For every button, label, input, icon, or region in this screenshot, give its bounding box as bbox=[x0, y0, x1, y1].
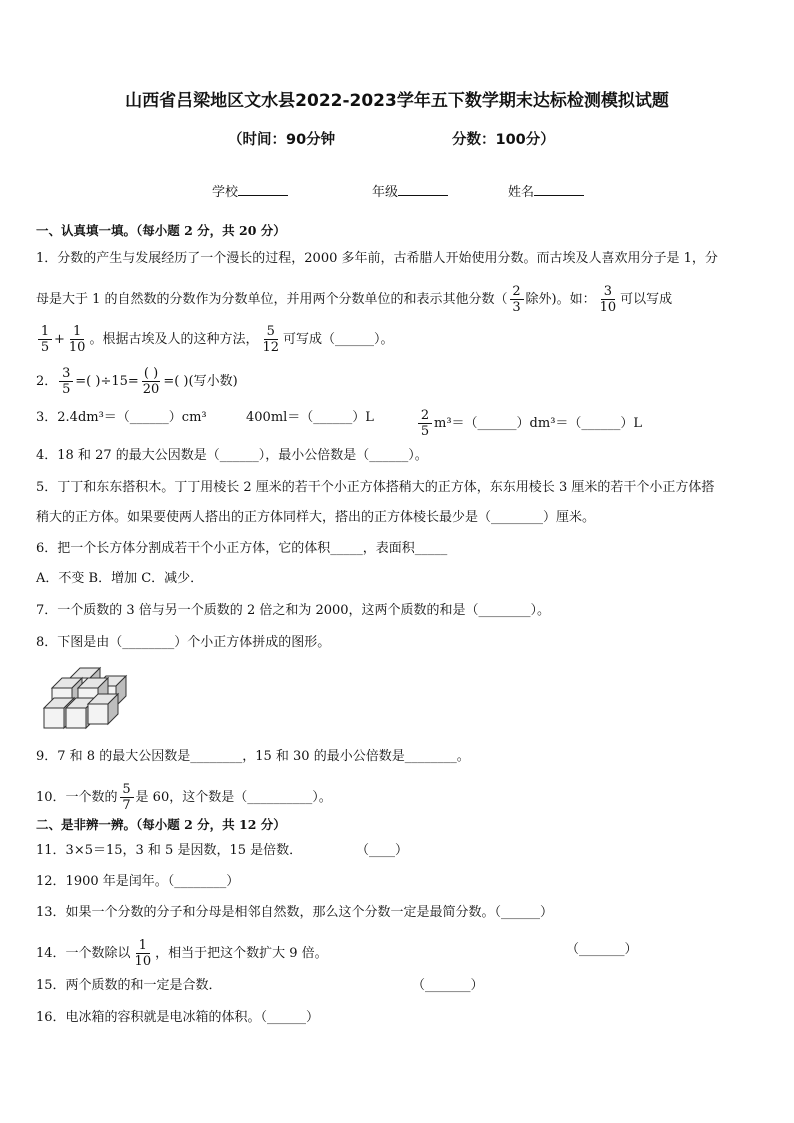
fraction: $\frac{1}{10}$ bbox=[134, 938, 152, 969]
cubes-figure bbox=[40, 660, 136, 730]
school-field[interactable] bbox=[212, 181, 288, 200]
question-14-answer-blank[interactable]: （_______） bbox=[566, 942, 638, 957]
question-3-part-b: 400ml＝（______）L bbox=[246, 410, 374, 425]
question-13: 13．如果一个分数的分子和分母是相邻自然数，那么这个分数一定是最简分数。（______） bbox=[36, 905, 554, 920]
fraction: $\frac{( )}{20}$ bbox=[142, 366, 160, 397]
exam-time: （时间：90分钟 bbox=[228, 132, 336, 148]
fraction: $\frac{5}{12}$ bbox=[262, 324, 280, 355]
name-field[interactable] bbox=[508, 181, 584, 200]
question-5-line-2: 稍大的正方体。如果要使两人搭出的正方体同样大，搭出的正方体棱长最少是（________）厘米。 bbox=[36, 510, 596, 525]
exam-title: 山西省吕梁地区文水县2022-2023学年五下数学期末达标检测模拟试题 bbox=[125, 91, 669, 111]
question-14: 14．一个数除以 $\frac{1}{10}$ ，相当于把这个数扩大 9 倍。 bbox=[36, 938, 328, 969]
section-2-heading: 二、是非辨一辨。（每小题 2 分，共 12 分） bbox=[36, 817, 286, 832]
question-4: 4．18 和 27 的最大公因数是（______），最小公倍数是（______）。 bbox=[36, 448, 428, 463]
question-2: 2． $\frac{3}{5}$ =( )÷15= $\frac{( )}{20}$ =( )(写小数) bbox=[36, 366, 238, 397]
question-10: 10．一个数的 $\frac{5}{7}$ 是 60，这个数是（__________）。 bbox=[36, 782, 332, 813]
question-15-answer-blank[interactable]: （_______） bbox=[412, 978, 484, 993]
question-6: 6．把一个长方体分割成若干个小正方体，它的体积_____，表面积_____ bbox=[36, 541, 448, 556]
question-1-line-1: 1．分数的产生与发展经历了一个漫长的过程，2000 多年前，古希腊人开始使用分数。而古埃及人喜欢用分子是 1，分 bbox=[36, 251, 718, 266]
question-7: 7．一个质数的 3 倍与另一个质数的 2 倍之和为 2000，这两个质数的和是（________）。 bbox=[36, 603, 551, 618]
question-5-line-1: 5．丁丁和东东搭积木。丁丁用棱长 2 厘米的若干个小正方体搭稍大的正方体，东东用棱长 3 厘米的若干个小正方体搭 bbox=[36, 480, 715, 495]
exam-score: 分数：100分） bbox=[452, 132, 555, 148]
fraction: $\frac{1}{5}$ bbox=[38, 324, 52, 355]
question-16: 16．电冰箱的容积就是电冰箱的体积。（______） bbox=[36, 1010, 320, 1025]
question-12: 12．1900 年是闰年。（________） bbox=[36, 874, 240, 889]
grade-field[interactable] bbox=[372, 181, 448, 200]
question-15: 15．两个质数的和一定是合数． bbox=[36, 978, 222, 993]
fraction: $\frac{3}{5}$ bbox=[59, 366, 73, 397]
grade-label: 年级 bbox=[372, 185, 399, 200]
name-label: 姓名 bbox=[508, 185, 535, 200]
question-11: 11．3×5＝15，3 和 5 是因数，15 是倍数． bbox=[36, 843, 303, 858]
question-8: 8．下图是由（________）个小正方体拼成的图形。 bbox=[36, 635, 331, 650]
question-1-line-3: $\frac{1}{5}$ + $\frac{1}{10}$ 。根据古埃及人的这种方法， $\frac{5}{12}$ 可写成（______）。 bbox=[36, 324, 394, 355]
section-1-heading: 一、认真填一填。（每小题 2 分，共 20 分） bbox=[36, 223, 286, 238]
question-6-options: A．不变 B．增加 C．减少． bbox=[36, 571, 204, 586]
question-3-part-a: 3．2.4dm³＝（______）cm³ bbox=[36, 410, 207, 425]
fraction: $\frac{2}{5}$ bbox=[418, 408, 432, 439]
fraction: $\frac{1}{10}$ bbox=[68, 324, 86, 355]
school-label: 学校 bbox=[212, 185, 239, 200]
question-3-part-c: $\frac{2}{5}$ m³＝（______）dm³＝（______）L bbox=[416, 408, 642, 439]
question-1-line-2: 母是大于 1 的自然数的分数作为分数单位，并用两个分数单位的和表示其他分数（ $\frac{2}{3}$ 除外)。如： $\frac{3}{10}$ 可以写成 bbox=[36, 284, 673, 315]
fraction: $\frac{2}{3}$ bbox=[510, 284, 524, 315]
question-9: 9．7 和 8 的最大公因数是________，15 和 30 的最小公倍数是________。 bbox=[36, 749, 470, 764]
fraction: $\frac{3}{10}$ bbox=[599, 284, 617, 315]
question-11-answer-blank[interactable]: （____） bbox=[356, 843, 409, 858]
fraction: $\frac{5}{7}$ bbox=[120, 782, 134, 813]
